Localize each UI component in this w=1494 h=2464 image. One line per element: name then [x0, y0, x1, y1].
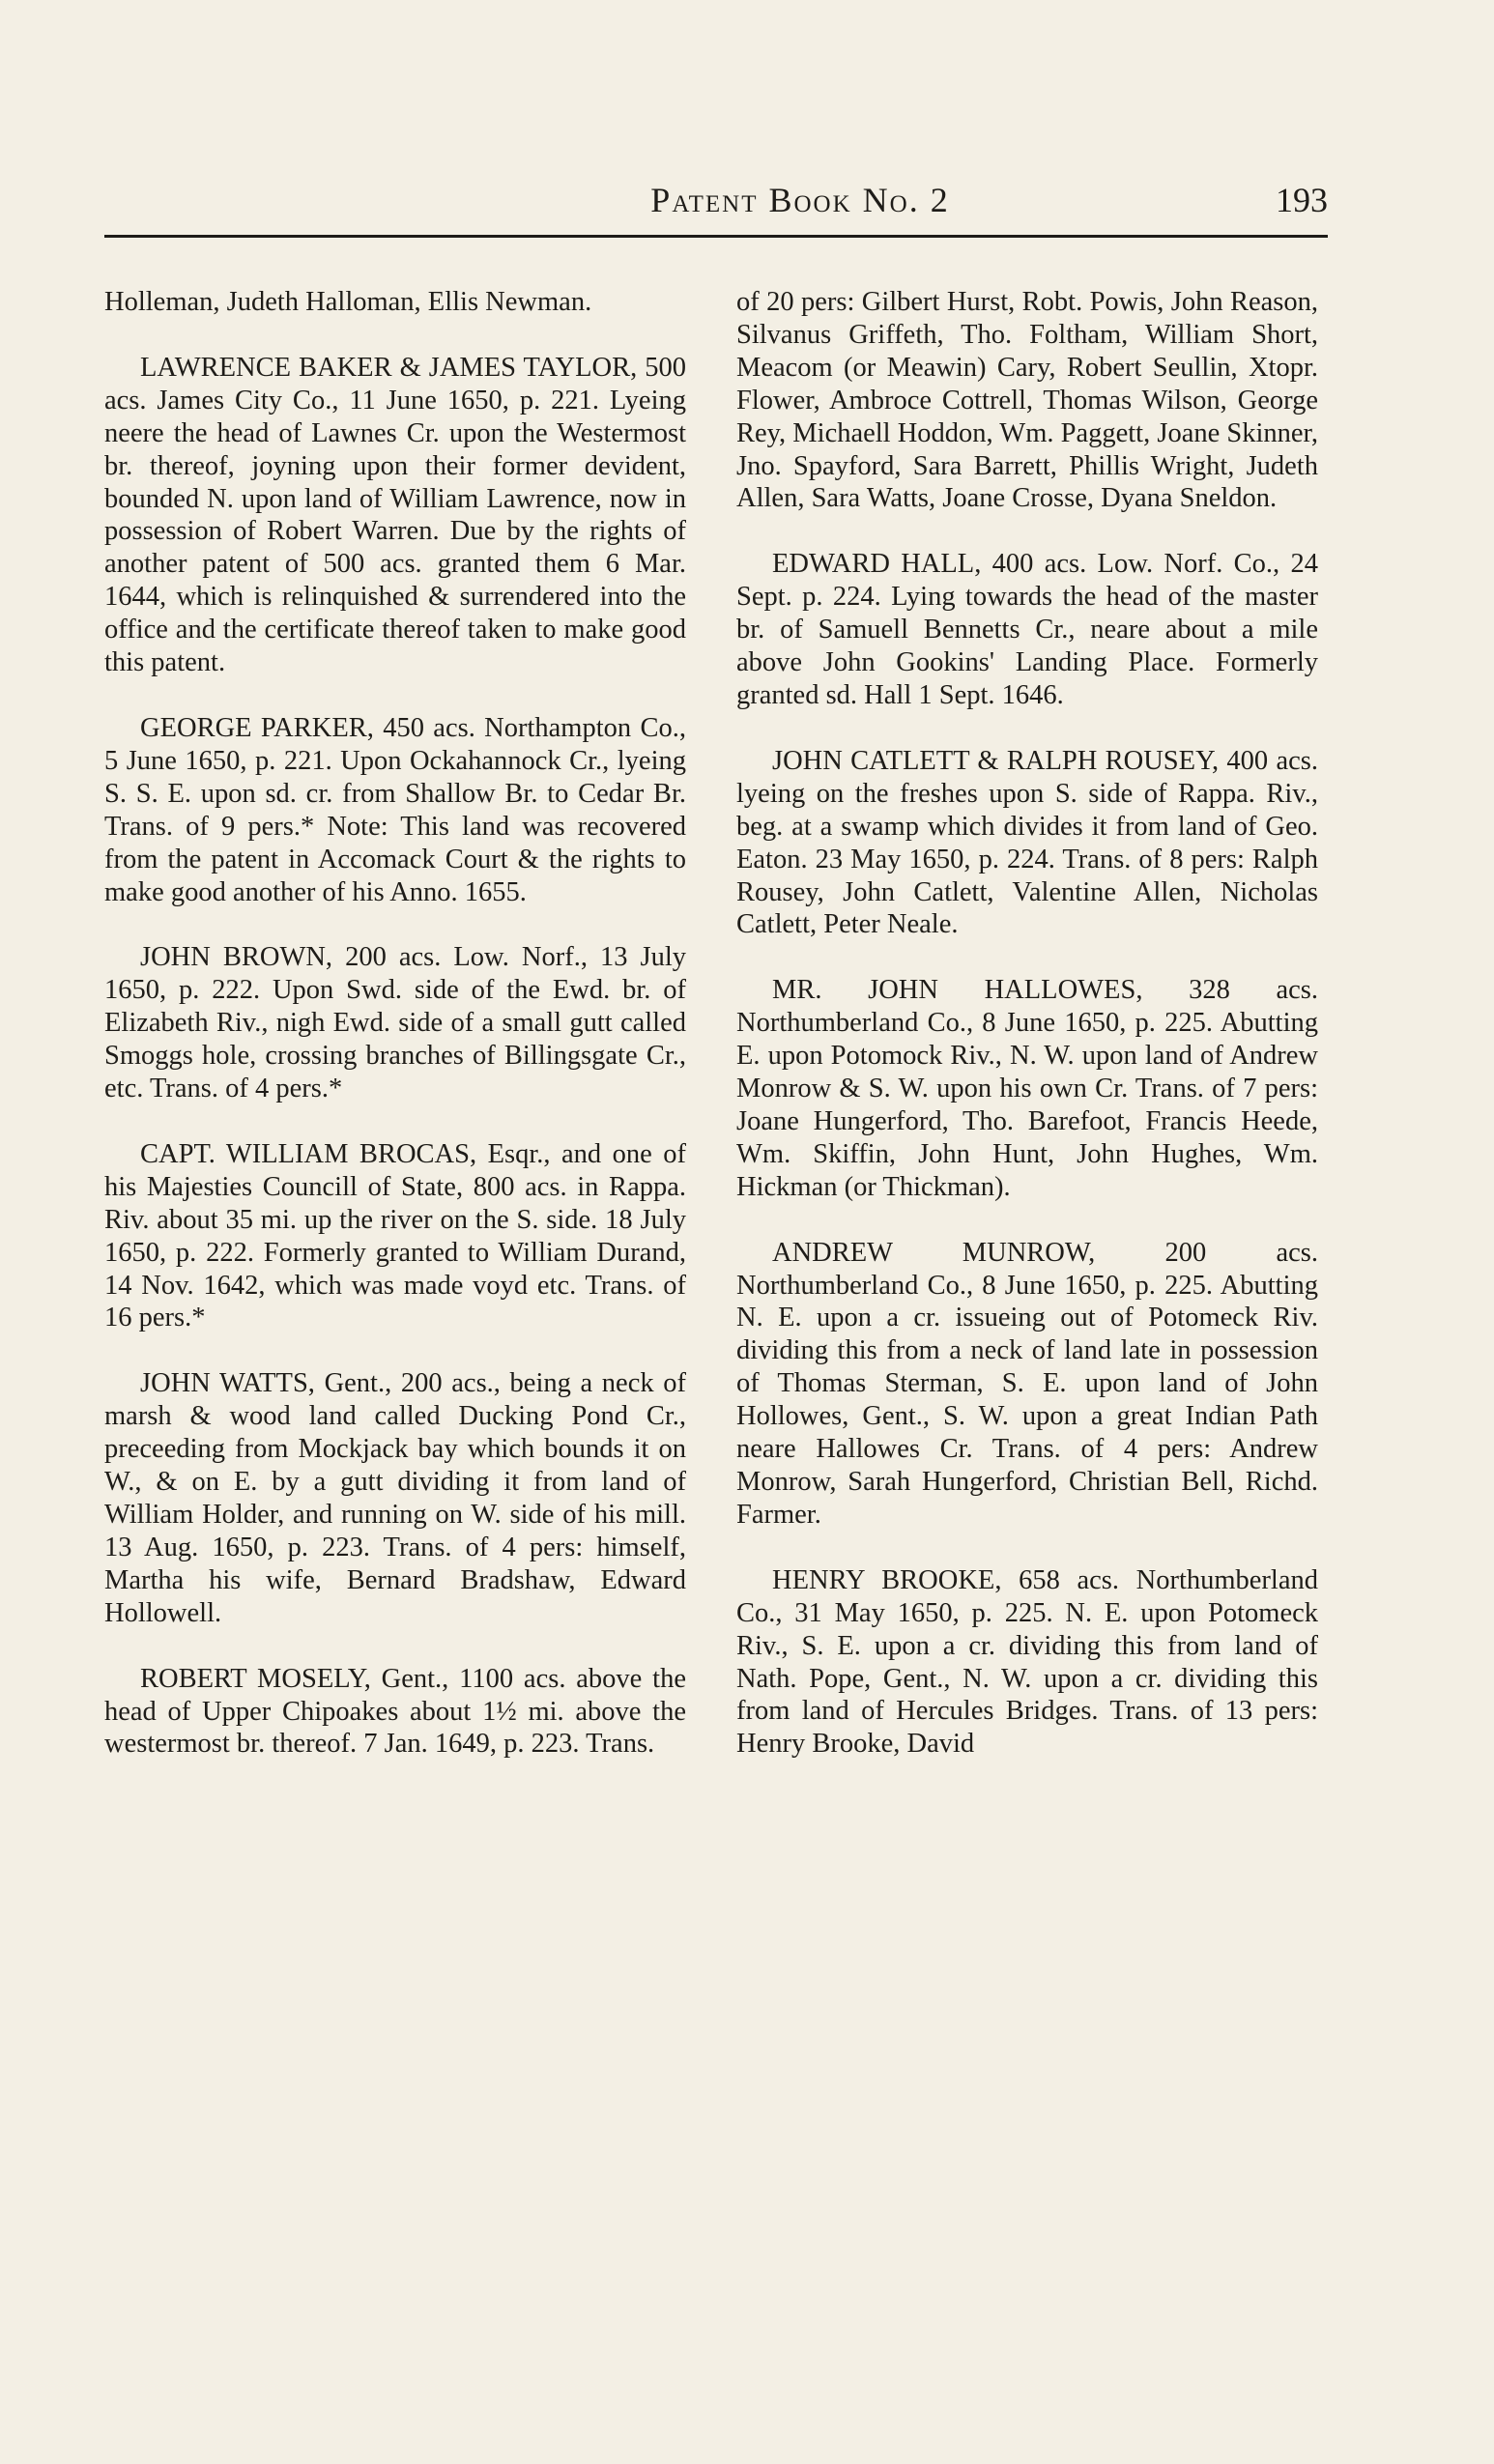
right-column [736, 286, 1318, 1793]
patent-entry: JOHN CATLETT & RALPH ROUSEY, 400 acs. lyeing on the freshes upon S. side of Rappa. Riv., beg. at a swamp which divides it from land of Geo. Eaton. 23 May 1650, p. 224. Trans. of 8 pers: Ralph Rousey, John Catlett, Valentine Allen, Nicholas Catlett, Peter Neale. [736, 745, 1318, 940]
patent-entry: ROBERT MOSELY, Gent., 1100 acs. above the head of Upper Chipoakes about 1½ mi. above the westermost br. thereof. 7 Jan. 1649, p. 223. Trans. [104, 1663, 686, 1760]
patent-entry: JOHN WATTS, Gent., 200 acs., being a neck of marsh & wood land called Ducking Pond Cr., preceeding from Mockjack bay which bounds it on W., & on E. by a gutt dividing it from land of William Holder, and running on W. side of his mill. 13 Aug. 1650, p. 223. Trans. of 4 pers: himself, Martha his wife, Bernard Bradshaw, Edward Hollowell. [104, 1368, 686, 1628]
running-title: Patent Book No. 2 [650, 181, 950, 219]
patent-entry: EDWARD HALL, 400 acs. Low. Norf. Co., 24 Sept. p. 224. Lying towards the head of the master br. of Samuell Bennetts Cr., neare about a mile above John Gookins' Landing Place. Formerly granted sd. Hall 1 Sept. 1646. [736, 549, 1318, 710]
header-rule [104, 235, 1328, 238]
patent-entry: LAWRENCE BAKER & JAMES TAYLOR, 500 acs. James City Co., 11 June 1650, p. 221. Lyeing neere the head of Lawnes Cr. upon the Westermost br. thereof, joyning upon their former devident, bounded N. upon land of William Lawrence, now in possession of Robert Warren. Due by the rights of another patent of 500 acs. granted them 6 Mar. 1644, which is relinquished & surrendered into the office and the certificate thereof taken to make good this patent. [104, 352, 686, 678]
left-column [104, 286, 686, 1793]
page-header [104, 180, 1328, 228]
page-number: 193 [1276, 181, 1328, 219]
paragraph-continuation: Holleman, Judeth Halloman, Ellis Newman. [104, 287, 592, 317]
patent-entry: MR. JOHN HALLOWES, 328 acs. Northumberland Co., 8 June 1650, p. 225. Abutting E. upon Potomock Riv., N. W. upon land of Andrew Monrow & S. W. upon his own Cr. Trans. of 7 pers: Joane Hungerford, Tho. Barefoot, Francis Heede, Wm. Skiffin, John Hunt, John Hughes, Wm. Hickman (or Thickman). [736, 975, 1318, 1202]
patent-entry: JOHN BROWN, 200 acs. Low. Norf., 13 July 1650, p. 222. Upon Swd. side of the Ewd. br. of Elizabeth Riv., nigh Ewd. side of a small gutt called Smoggs hole, crossing branches of Billingsgate Cr., etc. Trans. of 4 pers.* [104, 942, 686, 1104]
patent-entry: ANDREW MUNROW, 200 acs. Northumberland Co., 8 June 1650, p. 225. Abutting N. E. upon a cr. issueing out of Potomeck Riv. dividing this from a neck of land late in possession of Thomas Sterman, S. E. upon land of John Hollowes, Gent., S. W. upon a great Indian Path neare Hallowes Cr. Trans. of 4 pers: Andrew Monrow, Sarah Hungerford, Christian Bell, Richd. Farmer. [736, 1237, 1318, 1530]
paragraph-continuation: of 20 pers: Gilbert Hurst, Robt. Powis, John Reason, Silvanus Griffeth, Tho. Foltham, William Short, Meacom (or Meawin) Cary, Robert Seullin, Xtopr. Flower, Ambroce Cottrell, Thomas Wilson, George Rey, Michaell Hoddon, Wm. Paggett, Joane Skinner, Jno. Spayford, Sara Barrett, Phillis Wright, Judeth Allen, Sara Watts, Joane Crosse, Dyana Sneldon. [736, 287, 1319, 514]
patent-entry: HENRY BROOKE, 658 acs. Northumberland Co., 31 May 1650, p. 225. N. E. upon Potomeck Riv., S. E. upon a cr. dividing this from land of Nath. Pope, Gent., N. W. upon a cr. dividing this from land of Hercules Bridges. Trans. of 13 pers: Henry Brooke, David [736, 1564, 1318, 1760]
patent-entry: CAPT. WILLIAM BROCAS, Esqr., and one of his Majesties Councill of State, 800 acs. in Rappa. Riv. about 35 mi. up the river on the S. side. 18 July 1650, p. 222. Formerly granted to William Durand, 14 Nov. 1642, which was made voyd etc. Trans. of 16 pers.* [104, 1138, 686, 1333]
patent-entry: GEORGE PARKER, 450 acs. Northampton Co., 5 June 1650, p. 221. Upon Ockahannock Cr., lyeing S. S. E. upon sd. cr. from Shallow Br. to Cedar Br. Trans. of 9 pers.* Note: This land was recovered from the patent in Accomack Court & the rights to make good another of his Anno. 1655. [104, 712, 686, 907]
